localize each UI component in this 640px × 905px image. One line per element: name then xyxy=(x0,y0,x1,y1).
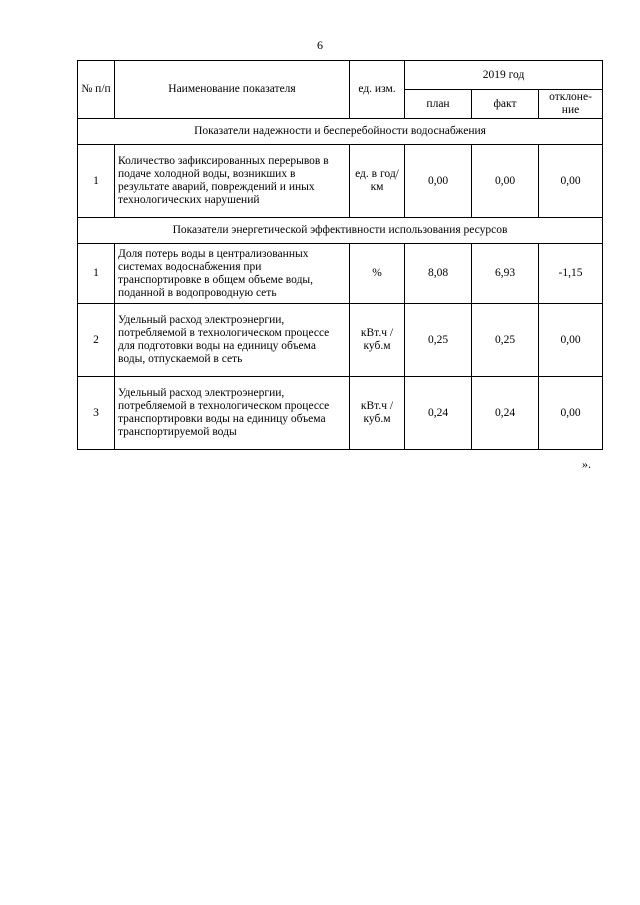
row-fact: 0,00 xyxy=(472,145,539,218)
row-num: 1 xyxy=(78,244,115,304)
row-plan: 8,08 xyxy=(405,244,472,304)
header-plan: план xyxy=(405,90,472,119)
row-unit: кВт.ч / куб.м xyxy=(350,377,405,450)
row-plan: 0,25 xyxy=(405,304,472,377)
row-deviation: 0,00 xyxy=(539,377,603,450)
row-name: Доля потерь воды в централизованных системах водоснабжения при транспортировке в общем объеме воды, поданной в водопроводную сеть xyxy=(115,244,350,304)
header-fact: факт xyxy=(472,90,539,119)
row-num: 1 xyxy=(78,145,115,218)
section-title-row xyxy=(78,218,603,244)
header-year: 2019 год xyxy=(405,61,603,90)
section-title: Показатели надежности и бесперебойности водоснабжения xyxy=(78,119,603,145)
row-plan: 0,00 xyxy=(405,145,472,218)
indicators-table xyxy=(77,60,603,450)
section-title: Показатели энергетической эффективности использования ресурсов xyxy=(78,218,603,244)
row-fact: 0,24 xyxy=(472,377,539,450)
row-num: 3 xyxy=(78,377,115,450)
row-name: Удельный расход электроэнергии, потребляемой в технологическом процессе транспортировки воды на единицу объема транспортируемой воды xyxy=(115,377,350,450)
row-name: Удельный расход электроэнергии, потребляемой в технологическом процессе для подготовки воды на единицу объема воды, отпускаемой в сеть xyxy=(115,304,350,377)
table-row xyxy=(78,244,603,304)
row-plan: 0,24 xyxy=(405,377,472,450)
row-deviation: 0,00 xyxy=(539,145,603,218)
page-number: 6 xyxy=(317,38,323,52)
header-unit: ед. изм. xyxy=(350,61,405,119)
table-row xyxy=(78,304,603,377)
header-deviation: отклоне-ние xyxy=(539,90,603,119)
table-row xyxy=(78,377,603,450)
row-unit: % xyxy=(350,244,405,304)
row-unit: кВт.ч / куб.м xyxy=(350,304,405,377)
row-fact: 6,93 xyxy=(472,244,539,304)
header-num: № п/п xyxy=(78,61,115,119)
closing-quote: ». xyxy=(582,457,591,471)
row-deviation: 0,00 xyxy=(539,304,603,377)
row-unit: ед. в год/ км xyxy=(350,145,405,218)
header-row-1 xyxy=(78,61,603,90)
row-deviation: -1,15 xyxy=(539,244,603,304)
header-name: Наименование показателя xyxy=(115,61,350,119)
row-fact: 0,25 xyxy=(472,304,539,377)
table-row xyxy=(78,145,603,218)
section-title-row xyxy=(78,119,603,145)
row-name: Количество зафиксированных перерывов в подаче холодной воды, возникших в результате аварий, повреждений и иных технологических нарушений xyxy=(115,145,350,218)
row-num: 2 xyxy=(78,304,115,377)
